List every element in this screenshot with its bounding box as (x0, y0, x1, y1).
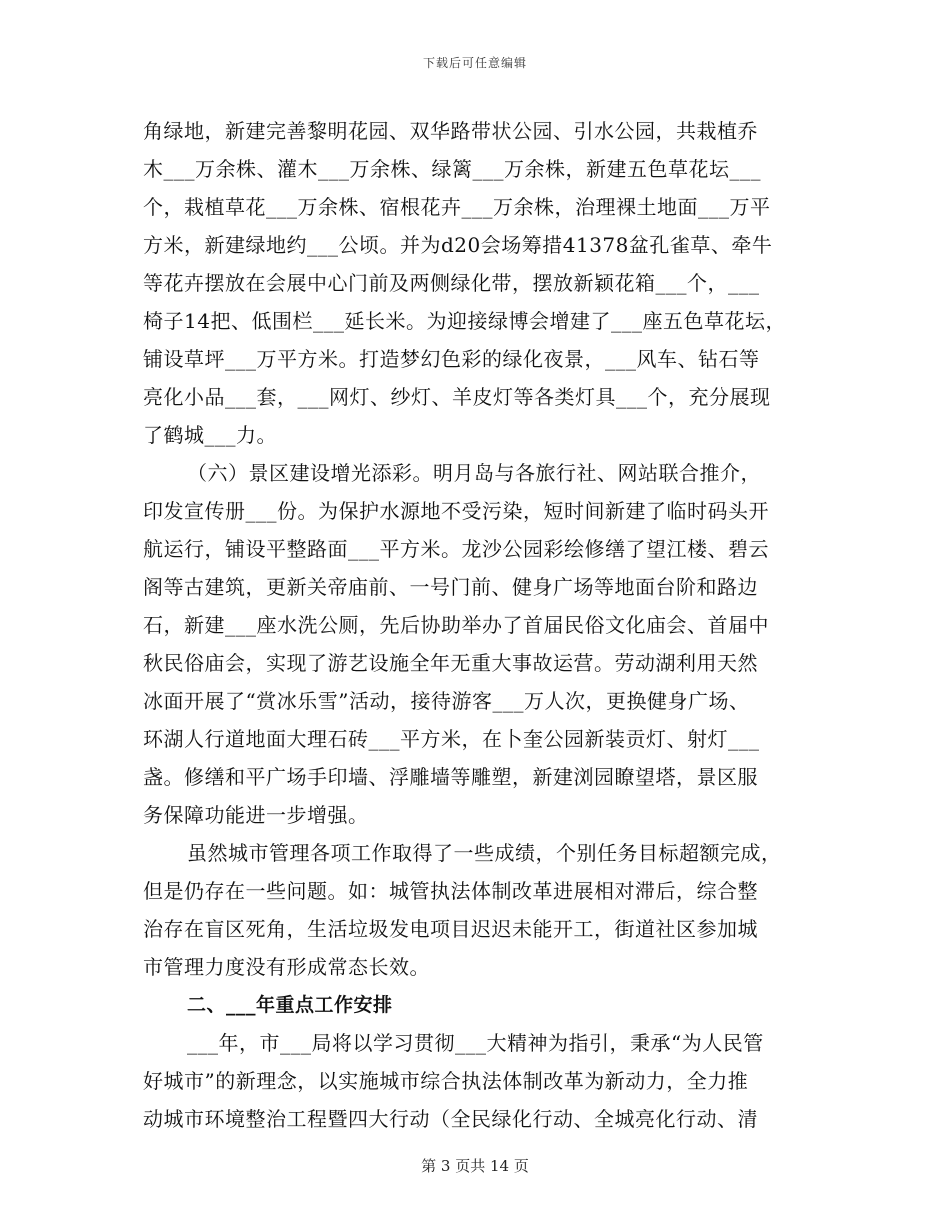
section-heading: 二、___年重点工作安排 (187, 994, 393, 1016)
page-header-note: 下载后可任意编辑 (422, 56, 527, 70)
text-line: 亮化小品___套，___网灯、纱灯、羊皮灯等各类灯具___个，充分展现 (143, 385, 771, 409)
text-line: 石，新建___座水洗公厕，先后协助举办了首届民俗文化庙会、首届中 (143, 613, 769, 637)
text-line: 冰面开展了“赏冰乐雪”活动，接待游客___万人次，更换健身广场、 (143, 689, 750, 713)
text-line: 环湖人行道地面大理石砖___平方米，在卜奎公园新装贡灯、射灯___ (143, 727, 760, 751)
text-line: 但是仍存在一些问题。如：城管执法体制改革进展相对滞后，综合整 (143, 879, 758, 903)
text-line: 了鹤城___力。 (143, 423, 277, 447)
text-line: 角绿地，新建完善黎明花园、双华路带状公园、引水公园，共栽植乔 (143, 119, 758, 143)
paragraph-first-line: ___年，市___局将以学习贯彻___大精神为指引，秉承“为人民管 (187, 1031, 764, 1055)
text-line: 动城市环境整治工程暨四大行动（全民绿化行动、全城亮化行动、清 (143, 1107, 758, 1131)
text-line: 铺设草坪___万平方米。打造梦幻色彩的绿化夜景，___风车、钻石等 (143, 347, 760, 371)
text-line: 务保障功能进一步增强。 (143, 803, 369, 827)
text-line: 等花卉摆放在会展中心门前及两侧绿化带，摆放新颖花箱___个，___ (143, 271, 760, 295)
text-line: 好城市”的新理念，以实施城市综合执法体制改革为新动力，全力推 (143, 1069, 749, 1093)
text-line: 个，栽植草花___万余株、宿根花卉___万余株，治理裸土地面___万平 (143, 195, 771, 219)
text-line: 方米，新建绿地约___公顷。并为d20会场筹措41378盆孔雀草、牵牛 (143, 233, 773, 257)
text-line: 秋民俗庙会，实现了游艺设施全年无重大事故运营。劳动湖利用天然 (143, 651, 758, 675)
paragraph-first-line: （六）景区建设增光添彩。明月岛与各旅行社、网站联合推介， (187, 461, 761, 485)
text-line: 市管理力度没有形成常态长效。 (143, 955, 430, 979)
paragraph-first-line: 虽然城市管理各项工作取得了一些成绩，个别任务目标超额完成， (187, 841, 782, 865)
text-line: 印发宣传册___份。为保护水源地不受污染，短时间新建了临时码头开 (143, 499, 769, 523)
text-line: 航运行，铺设平整路面___平方米。龙沙公园彩绘修缮了望江楼、碧云 (143, 537, 769, 561)
text-line: 盏。修缮和平广场手印墙、浮雕墙等雕塑，新建浏园瞭望塔，景区服 (143, 765, 758, 789)
text-line: 木___万余株、灌木___万余株、绿篱___万余株，新建五色草花坛___ (143, 157, 761, 181)
text-line: 阁等古建筑，更新关帝庙前、一号门前、健身广场等地面台阶和路边 (143, 575, 758, 599)
page-number: 第 3 页共 14 页 (421, 1157, 529, 1175)
text-line: 治存在盲区死角，生活垃圾发电项目迟迟未能开工，街道社区参加城 (143, 917, 758, 941)
document-body (143, 112, 819, 1138)
text-line: 椅子14把、低围栏___延长米。为迎接绿博会增建了___座五色草花坛， (143, 309, 786, 333)
